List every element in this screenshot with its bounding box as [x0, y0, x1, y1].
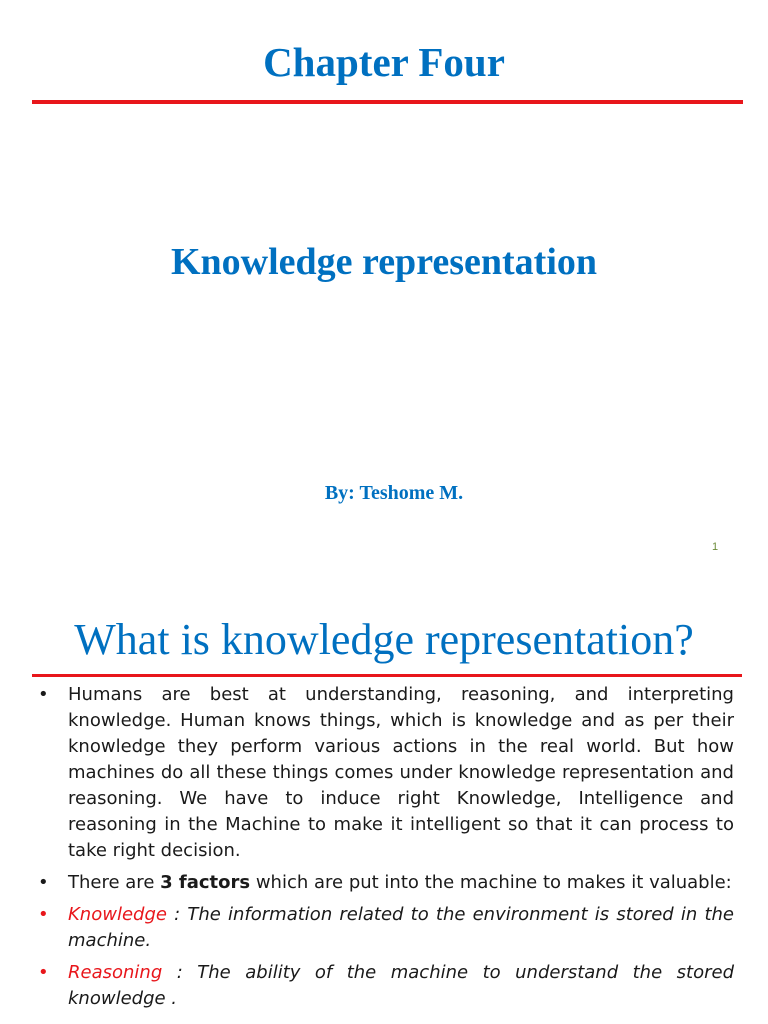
bullet-item: [38, 870, 734, 896]
bullet-item-reasoning: [38, 960, 734, 1012]
heading-divider: [32, 674, 742, 677]
bullet-icon: •: [38, 684, 49, 705]
slide-heading: What is knowledge representation?: [74, 615, 694, 664]
definition-knowledge: The information related to the environment is stored in the machine.: [68, 904, 734, 951]
slide-content-page: [0, 576, 768, 1024]
main-title: Knowledge representation: [170, 241, 598, 283]
term-knowledge: Knowledge: [68, 904, 167, 925]
definition-reasoning: The ability of the machine to understand the stored knowledge .: [68, 962, 734, 1009]
bullet-icon: •: [38, 962, 49, 983]
author-byline: By: Teshome M.: [324, 482, 464, 504]
title-divider: [32, 100, 743, 104]
bullet-item: [38, 682, 734, 864]
bullet-text-prefix: There are: [68, 872, 161, 893]
bullet-text: Humans are best at understanding, reasoning, and interpreting knowledge. Human knows things, which is knowledge and as per their knowledge they perform various actions in the real world. But how machines do all these things comes under knowledge representation and reasoning. We have to induce right Knowledge, Intelligence and reasoning in the Machine to make it intelligent so that it can process to take right decision.: [68, 684, 734, 861]
bullet-icon: •: [38, 904, 49, 925]
bullet-text-suffix: which are put into the machine to makes it valuable:: [250, 872, 732, 893]
term-reasoning: Reasoning: [68, 962, 163, 983]
bullet-list: [38, 682, 734, 1018]
chapter-title: Chapter Four: [263, 39, 505, 85]
page-number: 1: [712, 541, 719, 553]
bullet-item-knowledge: [38, 902, 734, 954]
term-separator: :: [166, 904, 188, 925]
bullet-text-emphasis: 3 factors: [160, 872, 251, 893]
term-separator: :: [162, 962, 198, 983]
bullet-icon: •: [38, 872, 49, 893]
